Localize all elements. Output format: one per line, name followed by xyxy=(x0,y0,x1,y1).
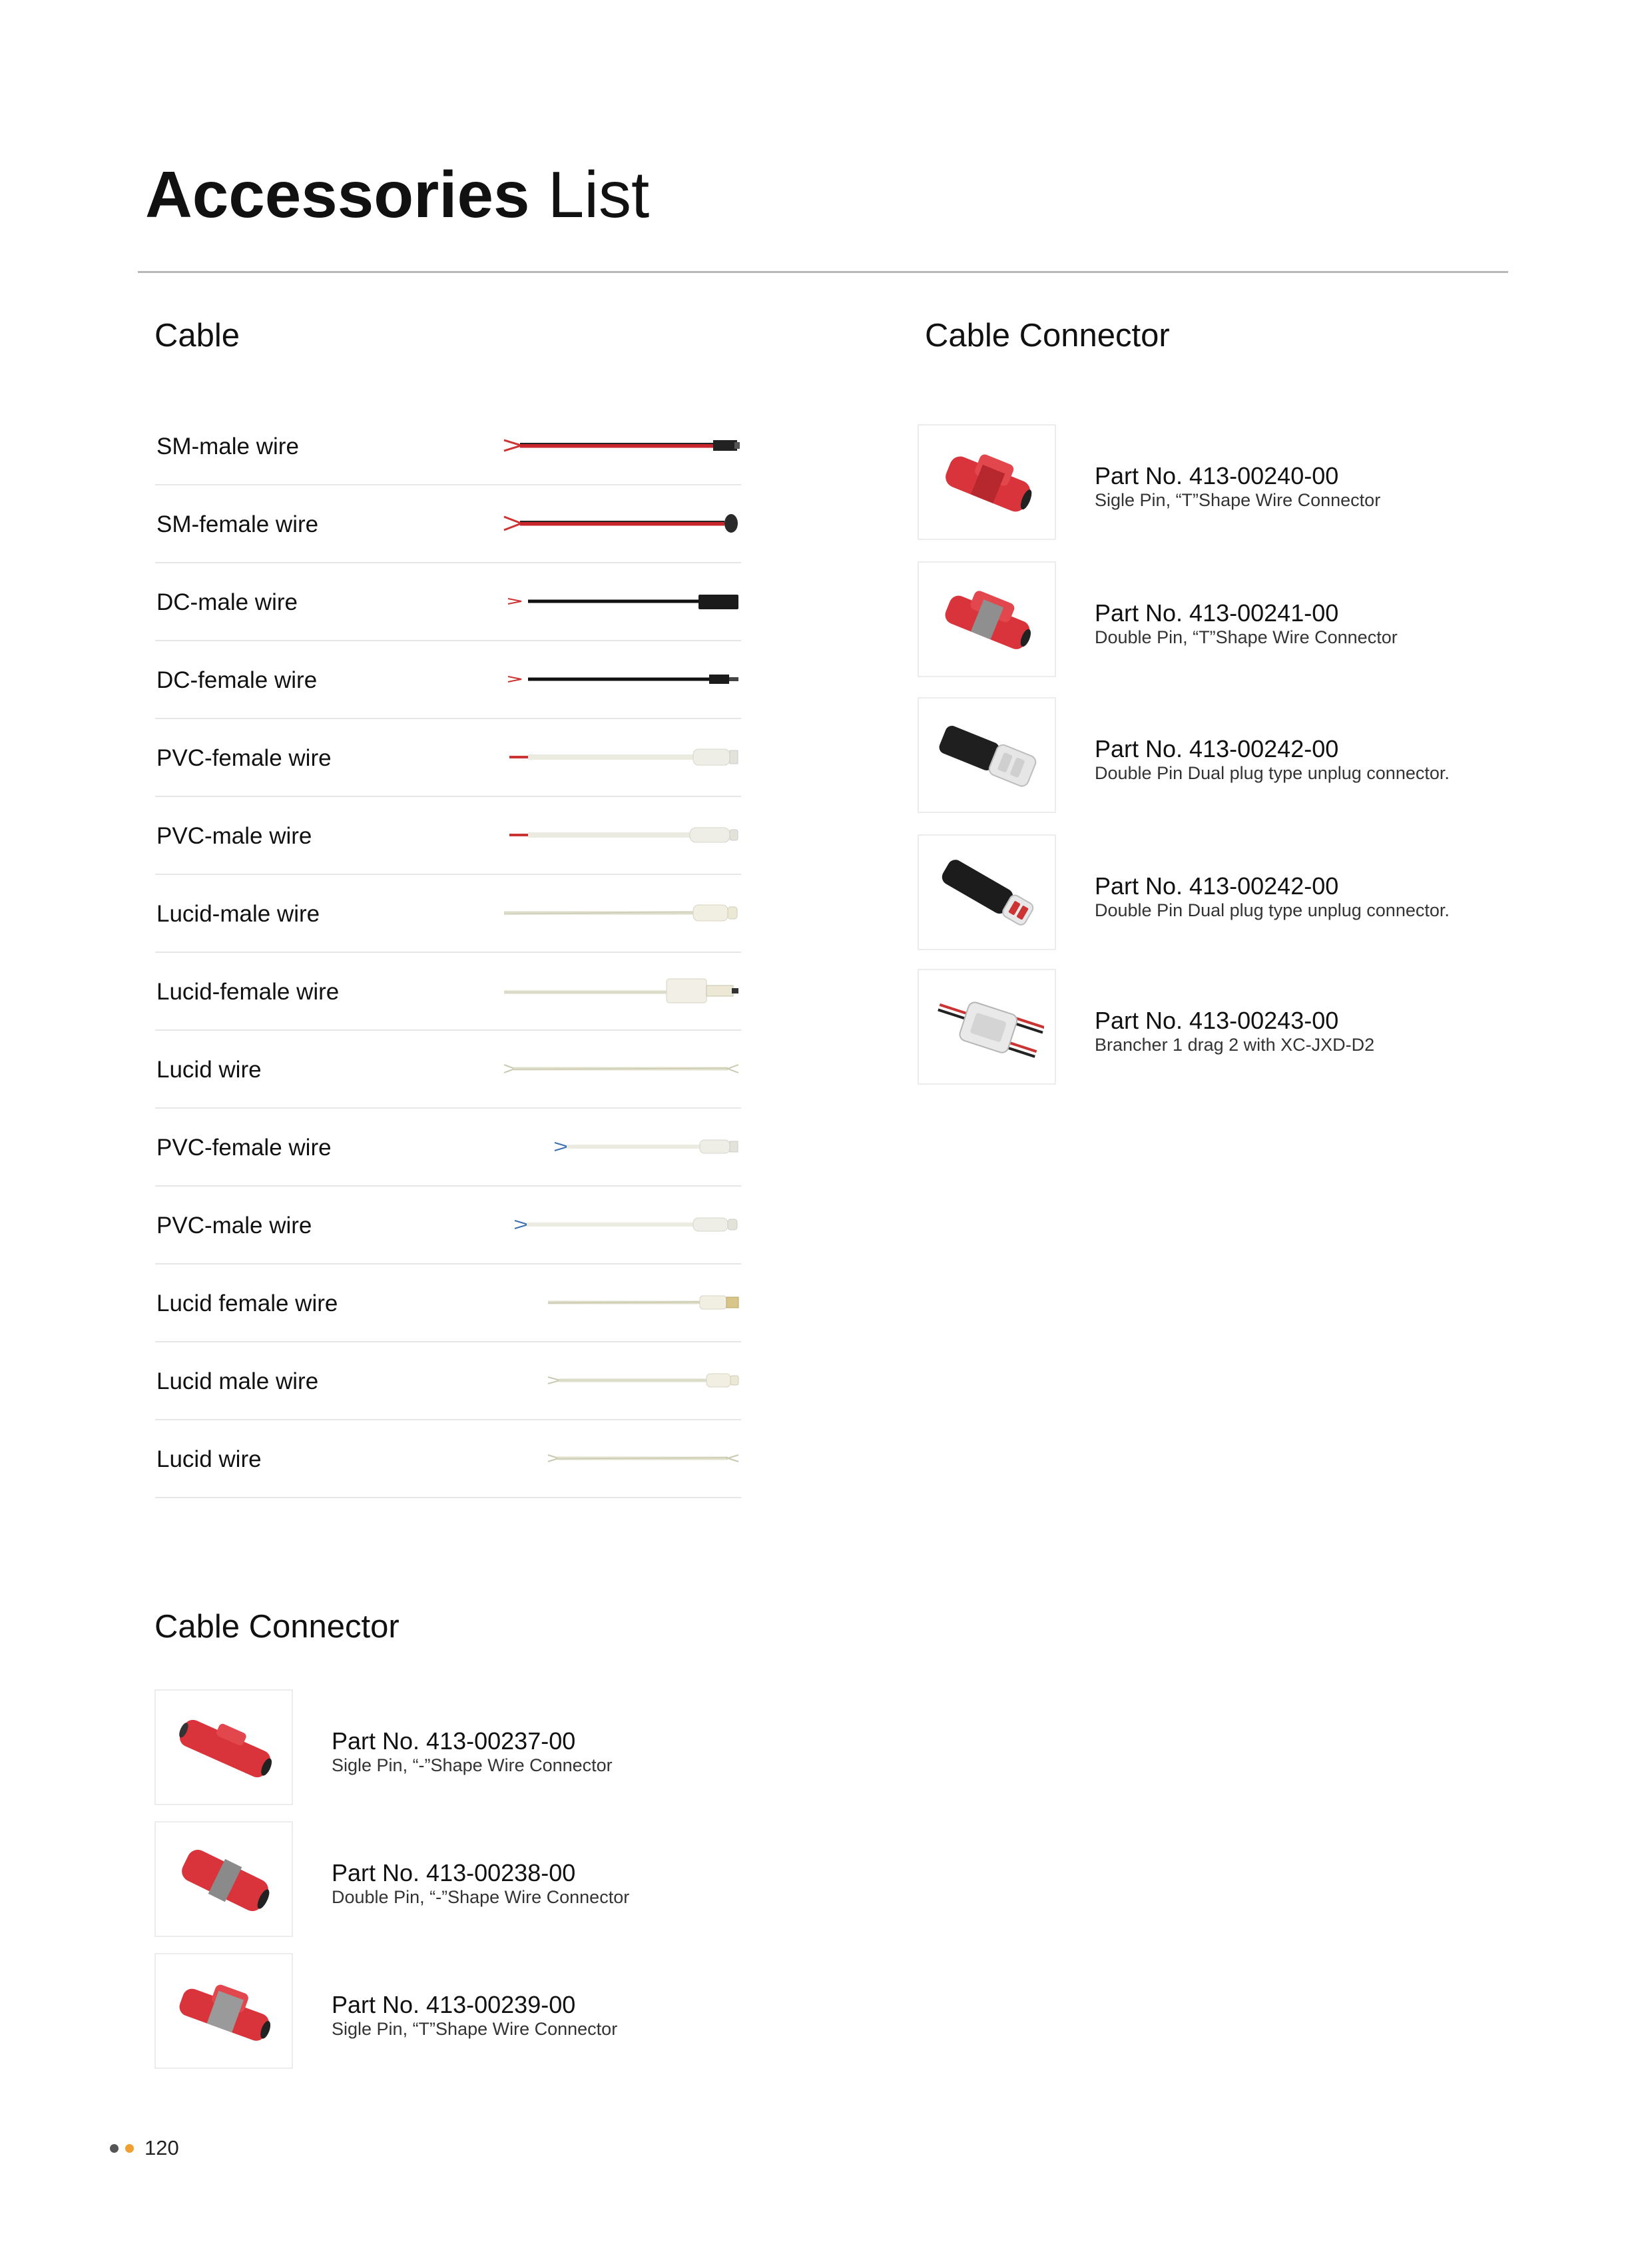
cable-row xyxy=(155,1342,741,1420)
cable-label: PVC-female wire xyxy=(156,1135,332,1161)
connector-thumbnail xyxy=(918,969,1056,1085)
part-number: Part No. 413-00243-00 xyxy=(1095,1007,1339,1034)
cable-label: SM-female wire xyxy=(156,511,319,537)
part-description: Sigle Pin, “-”Shape Wire Connector xyxy=(332,1755,613,1775)
connector-thumbnail xyxy=(918,697,1056,813)
black-plug-connector-icon xyxy=(932,849,1044,938)
page-title-light: List xyxy=(547,158,650,231)
dark-dot-icon xyxy=(110,2144,119,2153)
part-description: Double Pin, “-”Shape Wire Connector xyxy=(332,1887,630,1907)
cable-label: Lucid female wire xyxy=(156,1290,338,1316)
sm-male-wire-icon xyxy=(501,425,741,465)
cable-row xyxy=(155,641,741,719)
cable-label: Lucid wire xyxy=(156,1446,262,1472)
black-plug-connector-icon xyxy=(932,712,1044,801)
part-number: Part No. 413-00239-00 xyxy=(332,1991,576,2018)
lucid-wire-icon xyxy=(501,1049,741,1089)
part-number: Part No. 413-00238-00 xyxy=(332,1859,576,1886)
cable-connector-list-bottom xyxy=(154,1689,754,2088)
dc-female-wire-icon xyxy=(501,659,741,699)
sm-female-wire-icon xyxy=(501,503,741,543)
connector-item xyxy=(918,834,1517,953)
cable-label: PVC-female wire xyxy=(156,745,332,771)
page-title-bold: Accessories xyxy=(145,158,530,231)
red-inline-double-connector-icon xyxy=(169,1836,281,1925)
connector-item xyxy=(918,561,1517,680)
part-description: Double Pin Dual plug type unplug connector. xyxy=(1095,763,1450,783)
orange-dot-icon xyxy=(125,2144,134,2153)
connector-thumbnail xyxy=(154,1689,293,1805)
cable-label: Lucid-female wire xyxy=(156,979,340,1005)
part-description: Double Pin, “T”Shape Wire Connector xyxy=(1095,627,1398,647)
part-number: Part No. 413-00242-00 xyxy=(1095,735,1339,762)
title-divider xyxy=(138,271,1508,273)
connector-thumbnail xyxy=(918,834,1056,950)
cable-row xyxy=(155,408,741,485)
cable-label: SM-male wire xyxy=(156,433,299,459)
connector-item xyxy=(154,1821,754,1940)
part-description: Sigle Pin, “T”Shape Wire Connector xyxy=(332,2019,618,2039)
pvc-female-wire-icon xyxy=(501,737,741,777)
cable-label: DC-male wire xyxy=(156,589,298,615)
dc-male-wire-icon xyxy=(501,581,741,621)
cable-row xyxy=(155,953,741,1031)
connector-thumbnail xyxy=(918,561,1056,677)
cable-label: Lucid male wire xyxy=(156,1368,319,1394)
red-inline-connector-icon xyxy=(169,1704,281,1793)
connector-item xyxy=(918,969,1517,1087)
lucid-male-wire-icon xyxy=(501,893,741,933)
cable-connector-heading: Cable Connector xyxy=(154,1609,400,1645)
part-description: Brancher 1 drag 2 with XC-JXD-D2 xyxy=(1095,1035,1375,1055)
connector-item xyxy=(154,1689,754,1808)
cable-label: Lucid wire xyxy=(156,1057,262,1083)
cable-connector-list xyxy=(918,424,1517,1103)
cable-row xyxy=(155,1031,741,1109)
cable-row xyxy=(155,719,741,797)
cable-row xyxy=(155,875,741,953)
page-title xyxy=(145,154,649,234)
page-footer xyxy=(110,2135,179,2161)
page-number: 120 xyxy=(144,2136,179,2159)
lucid-male-wire-icon xyxy=(501,1360,741,1400)
connector-thumbnail xyxy=(154,1821,293,1937)
lucid-female-wire-icon xyxy=(501,1282,741,1322)
pvc-male-wire-icon xyxy=(501,1205,741,1245)
cable-list xyxy=(155,408,741,1498)
cable-connector-heading: Cable Connector xyxy=(925,318,1170,354)
cable-row xyxy=(155,485,741,563)
connector-thumbnail xyxy=(918,424,1056,540)
pvc-female-wire-icon xyxy=(501,1127,741,1167)
cable-label: PVC-male wire xyxy=(156,1213,312,1239)
part-description: Double Pin Dual plug type unplug connector. xyxy=(1095,900,1450,920)
pvc-male-wire-icon xyxy=(501,815,741,855)
cable-row xyxy=(155,563,741,641)
cable-label: Lucid-male wire xyxy=(156,901,320,927)
cable-row xyxy=(155,797,741,875)
red-t-connector-icon xyxy=(169,1968,281,2057)
red-t-double-connector-icon xyxy=(932,576,1044,665)
red-t-connector-icon xyxy=(932,439,1044,528)
part-number: Part No. 413-00237-00 xyxy=(332,1727,576,1755)
connector-thumbnail xyxy=(154,1953,293,2069)
part-description: Sigle Pin, “T”Shape Wire Connector xyxy=(1095,490,1381,510)
cable-row xyxy=(155,1420,741,1498)
cable-label: DC-female wire xyxy=(156,667,318,693)
part-number: Part No. 413-00242-00 xyxy=(1095,872,1339,900)
brancher-connector-icon xyxy=(932,983,1044,1073)
cable-row xyxy=(155,1109,741,1187)
connector-item xyxy=(918,697,1517,816)
connector-item xyxy=(154,1953,754,2072)
part-number: Part No. 413-00240-00 xyxy=(1095,462,1339,489)
cable-row xyxy=(155,1264,741,1342)
lucid-wire-icon xyxy=(501,1438,741,1478)
part-number: Part No. 413-00241-00 xyxy=(1095,599,1339,627)
cable-heading: Cable xyxy=(154,318,240,354)
cable-row xyxy=(155,1187,741,1264)
connector-item xyxy=(918,424,1517,543)
cable-label: PVC-male wire xyxy=(156,823,312,849)
lucid-female-wire-icon xyxy=(501,971,741,1011)
